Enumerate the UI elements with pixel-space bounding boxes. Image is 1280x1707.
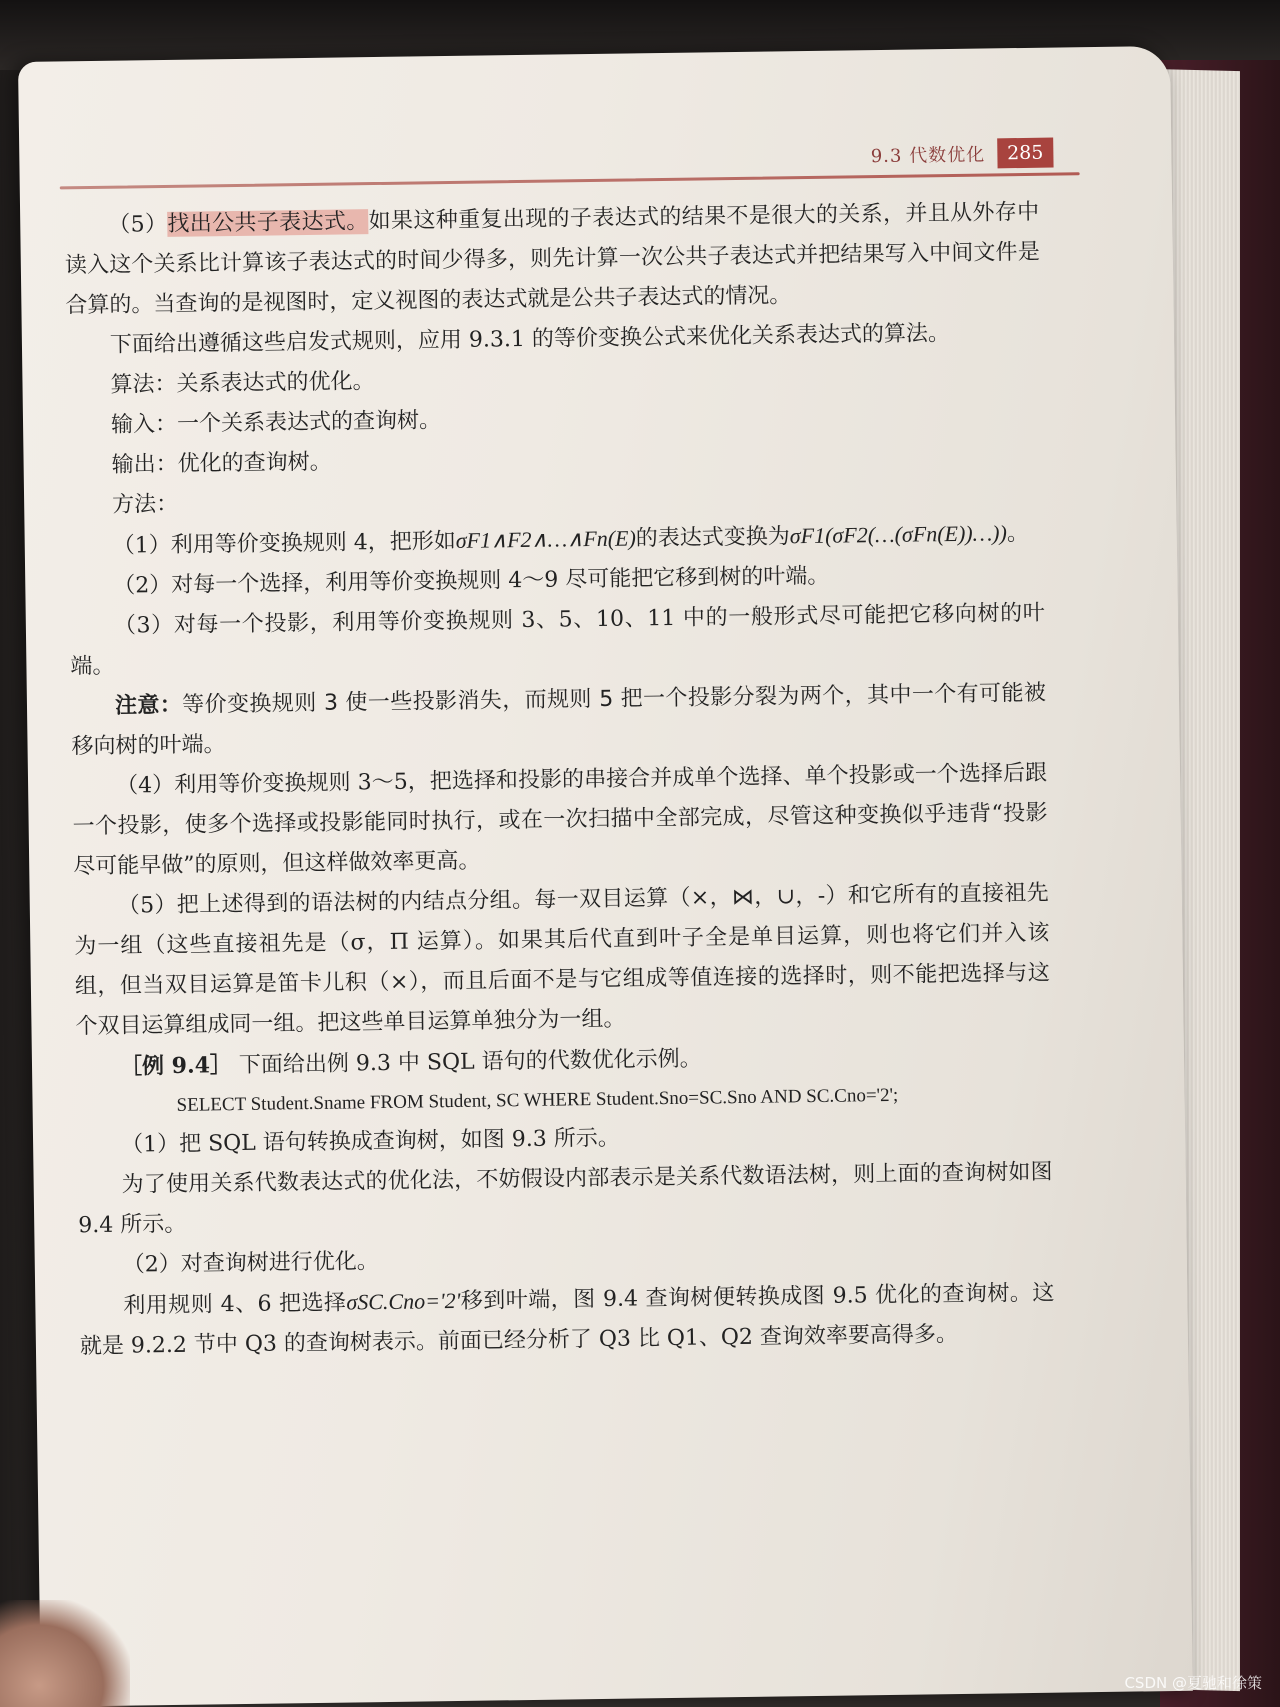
sql-statement: SELECT Student.Sname FROM Student, SC WHERE Student.Sno=SC.Sno AND SC.Cno='2'; — [176, 1084, 899, 1116]
highlighted-phrase: 找出公共子表达式。 — [167, 209, 369, 237]
item-label: （5） — [108, 211, 168, 238]
paragraph-intro: 下面给出遵循这些启发式规则，应用 9.3.1 的等价变换公式来优化关系表达式的算法。 — [109, 321, 951, 358]
finger — [0, 1600, 130, 1707]
paragraph-common-subexpression — [64, 193, 1041, 327]
example-step-1-detail: 为了使用关系代数表达式的优化法，不妨假设内部表示是关系代数语法树，则上面的查询树如图 9.4 所示。 — [78, 1159, 1053, 1239]
formula-selection-cno: σSC.Cno='2' — [346, 1287, 461, 1315]
formula-cascaded-selection: σF1(σF2(…(σFn(E))…)) — [789, 520, 1008, 549]
step-3: （3）对每一个投影，利用等价变换规则 3、5、10、11 中的一般形式尽可能把它移向树的叶端。 — [70, 600, 1045, 680]
note — [71, 674, 1047, 768]
example-step-2-rest: 移到叶端，图 9.4 查询树便转换成图 9.5 优化的查询树。这就是 9.2.2 节中 Q3 的查询树表示。前面已经分析了 Q3 比 Q1、Q2 查询效率要高得多。 — [79, 1280, 1055, 1360]
step-4: （4）利用等价变换规则 3～5，把选择和投影的串接合并成单个选择、单个投影或一个选择后跟一个投影，使多个选择或投影能同时执行，或在一次扫描中全部完成，尽管这种变换似乎违背“投影尽可能早做”的原则，但这样做效率更高。 — [72, 760, 1048, 880]
book-page — [18, 46, 1193, 1707]
algorithm-title: 算法：关系表达式的优化。 — [110, 369, 375, 398]
example-text: 下面给出例 9.3 中 SQL 语句的代数优化示例。 — [238, 1046, 702, 1079]
running-header — [871, 138, 1054, 171]
page-body — [64, 193, 1055, 1367]
example-step-2-text: 利用规则 4、6 把选择 — [123, 1290, 347, 1319]
header-section-title: 9.3 代数优化 — [870, 144, 986, 168]
step-2: （2）对每一个选择，利用等价变换规则 4～9 尽可能把它移到树的叶端。 — [113, 563, 830, 599]
note-body: 等价变换规则 3 使一些投影消失，而规则 5 把一个投影分裂为两个，其中一个有可能被移向树的叶端。 — [71, 680, 1047, 760]
example-step-2: （2）对查询树进行优化。 — [122, 1249, 379, 1278]
step-1-text: （1）利用等价变换规则 4，把形如 — [112, 528, 456, 559]
header-rule — [60, 172, 1080, 189]
page-number: 285 — [997, 138, 1054, 169]
example-step-2-detail — [79, 1273, 1055, 1368]
watermark: CSDN @夏驰和徐策 — [1124, 1674, 1262, 1692]
paragraph-text: 如果这种重复出现的子表达式的结果不是很大的关系，并且从外存中读入这个关系比计算该子表达式的时间少得多，则先计算一次公共子表达式并把结果写入中间文件是合算的。当查询的是视图时，定义视图的表达式就是公共子表达式的情况。 — [64, 199, 1040, 319]
formula-conjunctive-selection: σF1∧F2∧…∧Fn(E) — [455, 525, 637, 553]
step-1-end: 。 — [1006, 520, 1030, 547]
step-5: （5）把上述得到的语法树的内结点分组。每一双目运算（×，⋈，∪，-）和它所有的直接祖先为一组（这些直接祖先是（σ，Π 运算）。如果其后代直到叶子全是单目运算，则也将它们并入该组，但当双目运算是笛卡儿积（×），而且后面不是与它组成等值连接的选择时，则不能把选择与这个双目运算组成同一组。把这些单目运算单独分为一组。 — [74, 880, 1050, 1040]
note-head: 注意： — [114, 692, 183, 719]
algorithm-method: 方法： — [112, 491, 179, 518]
algorithm-output: 输出：优化的查询树。 — [111, 449, 332, 478]
step-1-mid: 的表达式变换为 — [635, 524, 791, 552]
example-step-1: （1）把 SQL 语句转换成查询树，如图 9.3 所示。 — [120, 1125, 620, 1158]
example-label: ［例 9.4］ — [119, 1052, 233, 1080]
algorithm-input: 输入：一个关系表达式的查询树。 — [110, 408, 442, 438]
